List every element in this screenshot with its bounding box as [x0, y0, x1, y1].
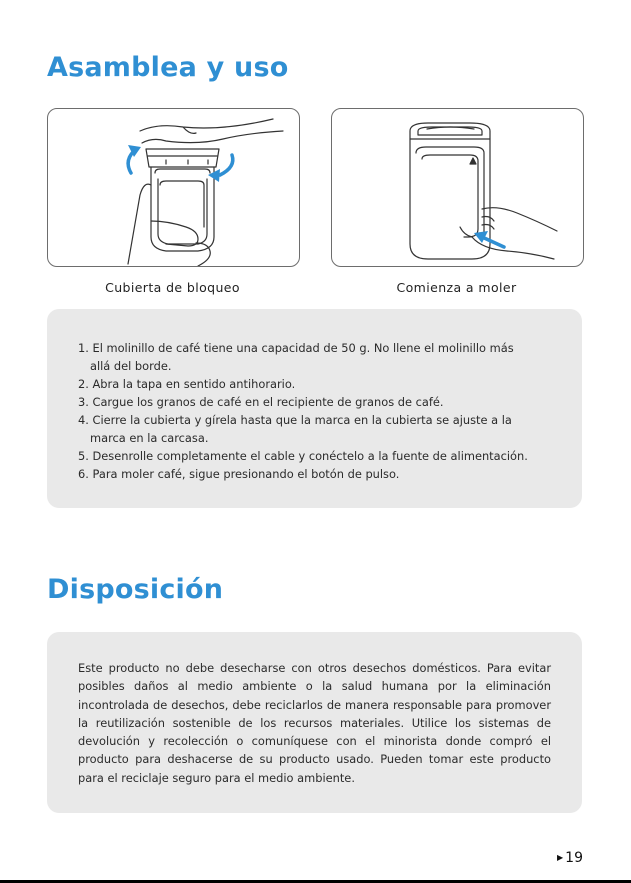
- instructions-panel: [47, 309, 582, 508]
- step-text-continuation: allá del borde.: [90, 359, 172, 373]
- step-item: [78, 465, 551, 483]
- step-item: [78, 375, 551, 393]
- figure-caption: Cubierta de bloqueo: [105, 280, 240, 295]
- step-text: Cargue los granos de café en el recipiente de granos de café.: [92, 395, 444, 409]
- figure-start-grinding: [331, 108, 584, 267]
- step-text-continuation: marca en la carcasa.: [90, 431, 209, 445]
- step-number: 4.: [78, 413, 89, 427]
- step-number: 6.: [78, 467, 89, 481]
- step-text: Para moler café, sigue presionando el botón de pulso.: [92, 467, 400, 481]
- page-number-value: 19: [565, 850, 583, 866]
- steps-list: [78, 339, 551, 483]
- illustration-lock-cover: [48, 109, 299, 266]
- push-arrow-icon: [474, 231, 504, 247]
- step-text: El molinillo de café tiene una capacidad de 50 g. No llene el molinillo más: [92, 341, 514, 355]
- illustration-start-grinding: [332, 109, 583, 266]
- disposal-paragraph: Este producto no debe desecharse con otros desechos domésticos. Para evitar posibles daños al medio ambiente o la salud humana por la eliminación incontrolada de desechos, debe reciclarlos de manera responsable para promover la reutilización sostenible de los recursos materiales. Utilice los sistemas de devolución y recolección o comuníquese con el minorista donde compró el producto para deshacerse de su producto usado. Pueden tomar este producto para el reciclaje seguro para el medio ambiente.: [78, 661, 551, 785]
- step-text: Desenrolle completamente el cable y conéctelo a la fuente de alimentación.: [92, 449, 528, 463]
- step-item: [78, 447, 551, 465]
- step-number: 5.: [78, 449, 89, 463]
- step-text: Abra la tapa en sentido antihorario.: [92, 377, 296, 391]
- figure-lock-cover: [47, 108, 300, 267]
- step-text: Cierre la cubierta y gírela hasta que la marca en la cubierta se ajuste a la: [92, 413, 512, 427]
- step-number: 1.: [78, 341, 89, 355]
- step-number: 3.: [78, 395, 89, 409]
- step-number: 2.: [78, 377, 89, 391]
- step-item: [78, 339, 551, 375]
- section-title-disposal: Disposición: [47, 574, 224, 605]
- disposal-panel: [47, 632, 582, 813]
- page-number: [557, 850, 583, 866]
- section-title-assembly: Asamblea y uso: [47, 52, 289, 83]
- figure-caption: Comienza a moler: [396, 280, 517, 295]
- page-arrow-icon: ▶: [557, 853, 564, 862]
- step-item: [78, 393, 551, 411]
- step-item: [78, 411, 551, 447]
